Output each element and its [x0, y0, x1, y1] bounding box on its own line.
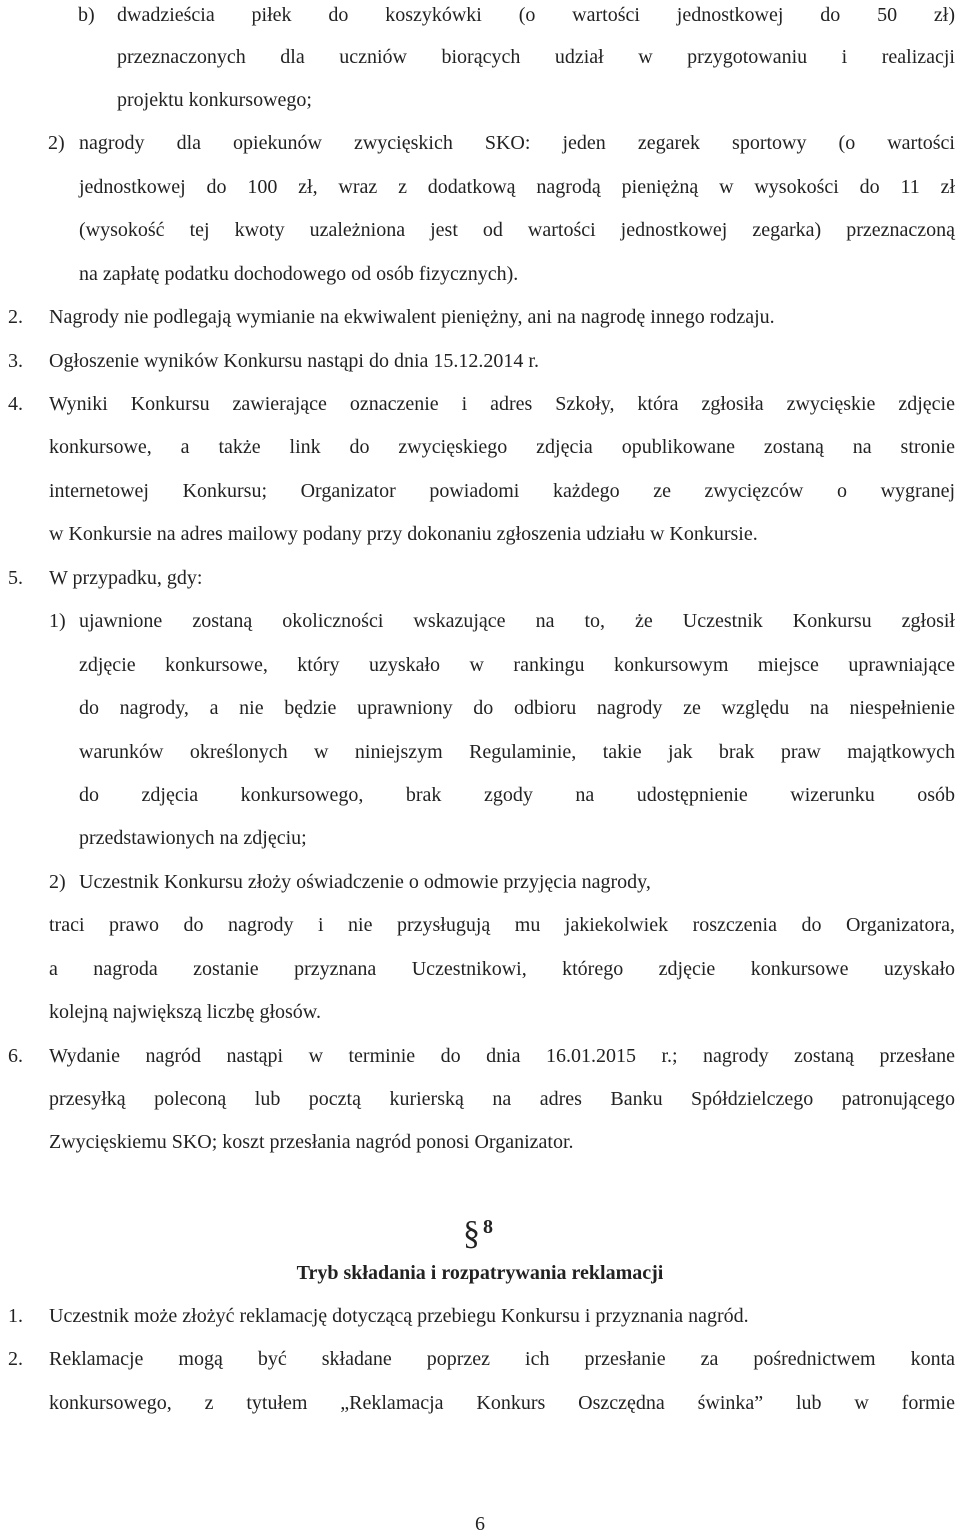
line-text: na zapłatę podatku dochodowego od osób fizycznych). — [79, 263, 519, 285]
paragraph-line — [0, 606, 960, 636]
line-text: Uczestnik może złożyć reklamację dotyczącą przebiegu Konkursu i przyznania nagród. — [49, 1305, 749, 1327]
line-text: kolejną największą liczbę głosów. — [49, 1001, 321, 1023]
line-text: do zdjęcia konkursowego, brak zgody na udostępnienie wizerunku osób — [79, 784, 955, 806]
paragraph-line — [0, 259, 960, 289]
line-text: traci prawo do nagrody i nie przysługują mu jakiekolwiek roszczenia do Organizatora, — [49, 914, 955, 936]
list-marker: 4. — [8, 393, 23, 415]
list-marker: 2) — [49, 871, 66, 893]
paragraph-line — [0, 0, 960, 30]
section-heading — [0, 1212, 960, 1252]
line-text: przesyłką poleconą lub pocztą kurierską na adres Banku Spółdzielczego patronującego — [49, 1088, 955, 1110]
paragraph-line — [0, 432, 960, 462]
paragraph-line — [0, 128, 960, 158]
list-marker: 2) — [48, 132, 65, 154]
paragraph-line — [0, 346, 960, 376]
paragraph-line — [0, 1344, 960, 1374]
section-number: 8 — [483, 1216, 493, 1238]
paragraph-line — [0, 519, 960, 549]
paragraph-line — [0, 1084, 960, 1114]
list-marker: 1. — [8, 1305, 23, 1327]
paragraph-line — [0, 954, 960, 984]
paragraph-line — [0, 737, 960, 767]
line-text: jednostkowej do 100 zł, wraz z dodatkową nagrodą pieniężną w wysokości do 11 zł — [79, 176, 955, 198]
line-text: Reklamacje mogą być składane poprzez ich przesłanie za pośrednictwem konta — [49, 1348, 955, 1370]
line-text: (wysokość tej kwoty uzależniona jest od wartości jednostkowej zegarka) przeznaczoną — [79, 219, 955, 241]
line-text: w Konkursie na adres mailowy podany przy dokonaniu zgłoszenia udziału w Konkursie. — [49, 523, 758, 545]
paragraph-line — [0, 823, 960, 853]
list-marker: 1) — [49, 610, 66, 632]
line-text: nagrody dla opiekunów zwycięskich SKO: jeden zegarek sportowy (o wartości — [79, 132, 955, 154]
line-text: Nagrody nie podlegają wymianie na ekwiwalent pieniężny, ani na nagrodę innego rodzaju. — [49, 306, 775, 328]
paragraph-line — [0, 476, 960, 506]
paragraph-line — [0, 867, 960, 897]
paragraph-line — [0, 172, 960, 202]
line-text: przeznaczonych dla uczniów biorących udział w przygotowaniu i realizacji — [117, 46, 955, 68]
paragraph-line — [0, 693, 960, 723]
paragraph-line — [0, 780, 960, 810]
line-text: konkursowego, z tytułem „Reklamacja Konkurs Oszczędna świnka” lub w formie — [49, 1392, 955, 1414]
list-marker: 6. — [8, 1045, 23, 1067]
line-text: Uczestnik Konkursu złoży oświadczenie o odmowie przyjęcia nagrody, — [79, 871, 651, 893]
list-marker: 2. — [8, 306, 23, 328]
section-title: Tryb składania i rozpatrywania reklamacji — [296, 1262, 664, 1284]
paragraph-line — [0, 1127, 960, 1157]
paragraph-line — [0, 302, 960, 332]
paragraph-line — [0, 1388, 960, 1418]
line-text: a nagroda zostanie przyznana Uczestnikowi, którego zdjęcie konkursowe uzyskało — [49, 958, 955, 980]
paragraph-line — [0, 1041, 960, 1071]
paragraph-line — [0, 85, 960, 115]
list-marker: 3. — [8, 350, 23, 372]
line-text: Wyniki Konkursu zawierające oznaczenie i adres Szkoły, która zgłosiła zwycięskie zdjęcie — [49, 393, 955, 415]
line-text: projektu konkursowego; — [117, 89, 312, 111]
list-marker: 5. — [8, 567, 23, 589]
paragraph-line — [0, 42, 960, 72]
line-text: konkursowe, a także link do zwycięskiego zdjęcia opublikowane zostaną na stronie — [49, 436, 955, 458]
line-text: zdjęcie konkursowe, który uzyskało w rankingu konkursowym miejsce uprawniające — [79, 654, 955, 676]
page-number: 6 — [475, 1513, 485, 1535]
line-text: W przypadku, gdy: — [49, 567, 203, 589]
list-marker: 2. — [8, 1348, 23, 1370]
paragraph-line — [0, 997, 960, 1027]
paragraph-line — [0, 1301, 960, 1331]
paragraph-line — [0, 910, 960, 940]
list-marker: b) — [78, 4, 95, 26]
line-text: do nagrody, a nie będzie uprawniony do odbioru nagrody ze względu na niespełnienie — [79, 697, 955, 719]
line-text: internetowej Konkursu; Organizator powiadomi każdego ze zwycięzców o wygranej — [49, 480, 955, 502]
line-text: Wydanie nagród nastąpi w terminie do dnia 16.01.2015 r.; nagrody zostaną przesłane — [49, 1045, 955, 1067]
paragraph-line — [0, 215, 960, 245]
line-text: dwadzieścia piłek do koszykówki (o wartości jednostkowej do 50 zł) — [117, 4, 955, 26]
paragraph-line — [0, 389, 960, 419]
line-text: Ogłoszenie wyników Konkursu nastąpi do dnia 15.12.2014 r. — [49, 350, 539, 372]
line-text: ujawnione zostaną okoliczności wskazujące na to, że Uczestnik Konkursu zgłosił — [79, 610, 955, 632]
paragraph-line — [0, 650, 960, 680]
line-text: przedstawionych na zdjęciu; — [79, 827, 307, 849]
section-sign: § — [463, 1215, 480, 1252]
line-text: Zwycięskiemu SKO; koszt przesłania nagród ponosi Organizator. — [49, 1131, 574, 1153]
line-text: warunków określonych w niniejszym Regulaminie, takie jak brak praw majątkowych — [79, 741, 955, 763]
paragraph-line — [0, 563, 960, 593]
